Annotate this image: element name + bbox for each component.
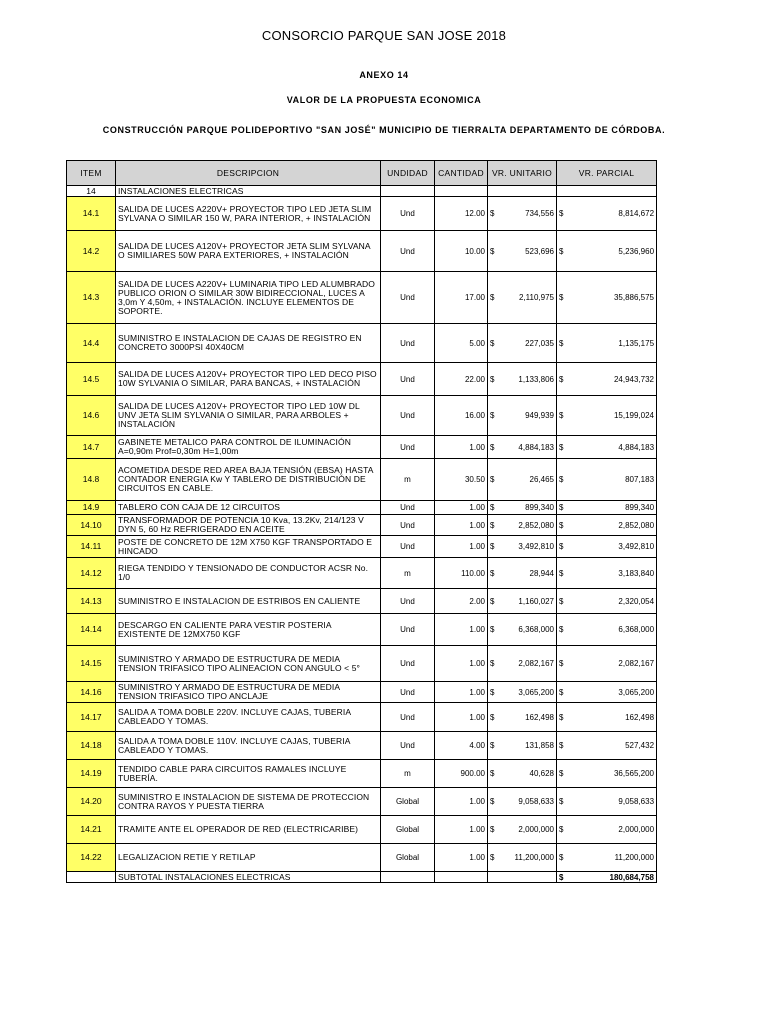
- section-description: INSTALACIONES ELECTRICAS: [116, 186, 381, 197]
- table-row: [67, 459, 657, 501]
- item-quantity: 10.00: [435, 231, 488, 272]
- subtotal-row: [67, 872, 657, 883]
- item-quantity: 1.00: [435, 816, 488, 844]
- partial-currency: $: [557, 788, 565, 816]
- item-unit-price: 227,035: [502, 324, 557, 363]
- item-number: 14.4: [67, 324, 116, 363]
- item-quantity: 12.00: [435, 197, 488, 231]
- table-row: [67, 760, 657, 788]
- item-unit-price: 28,944: [502, 558, 557, 589]
- item-number: 14.10: [67, 515, 116, 536]
- item-partial-value: 4,884,183: [565, 436, 657, 459]
- partial-currency: $: [557, 501, 565, 515]
- item-unit: Global: [381, 844, 435, 872]
- item-partial-value: 8,814,672: [565, 197, 657, 231]
- item-quantity: 30.50: [435, 459, 488, 501]
- item-partial-value: 2,852,080: [565, 515, 657, 536]
- item-quantity: 1.00: [435, 501, 488, 515]
- item-partial-value: 2,082,167: [565, 646, 657, 682]
- table-row: [67, 536, 657, 558]
- unit-price-currency: $: [488, 396, 502, 436]
- item-unit-price: 11,200,000: [502, 844, 557, 872]
- item-unit-price: 26,465: [502, 459, 557, 501]
- item-unit: Und: [381, 589, 435, 614]
- item-unit: Global: [381, 816, 435, 844]
- item-quantity: 1.00: [435, 436, 488, 459]
- partial-currency: $: [557, 436, 565, 459]
- item-description: SALIDA DE LUCES A220V+ PROYECTOR TIPO LED JETA SLIM SYLVANA O SIMILAR 150 W, PARA INTERIOR, + INSTALACIÓN: [116, 197, 381, 231]
- partial-currency: $: [557, 646, 565, 682]
- item-unit: Und: [381, 646, 435, 682]
- unit-price-currency: $: [488, 515, 502, 536]
- partial-currency: $: [557, 682, 565, 703]
- partial-currency: $: [557, 732, 565, 760]
- item-unit: Und: [381, 614, 435, 646]
- item-partial-value: 15,199,024: [565, 396, 657, 436]
- item-description: POSTE DE CONCRETO DE 12M X750 KGF TRANSPORTADO E HINCADO: [116, 536, 381, 558]
- item-partial-value: 3,183,840: [565, 558, 657, 589]
- item-description: SUMINISTRO E INSTALACION DE CAJAS DE REGISTRO EN CONCRETO 3000PSI 40X40CM: [116, 324, 381, 363]
- item-unit-price: 2,852,080: [502, 515, 557, 536]
- item-number: 14.19: [67, 760, 116, 788]
- item-unit-price: 6,368,000: [502, 614, 557, 646]
- table-body: [67, 186, 657, 883]
- item-unit: Und: [381, 703, 435, 732]
- item-unit: Und: [381, 515, 435, 536]
- table-row: [67, 614, 657, 646]
- table-row: [67, 816, 657, 844]
- item-description: SALIDA A TOMA DOBLE 220V. INCLUYE CAJAS, TUBERIA CABLEADO Y TOMAS.: [116, 703, 381, 732]
- item-quantity: 1.00: [435, 788, 488, 816]
- item-number: 14.20: [67, 788, 116, 816]
- item-number: 14.3: [67, 272, 116, 324]
- unit-price-currency: $: [488, 436, 502, 459]
- item-number: 14.11: [67, 536, 116, 558]
- item-number: 14.14: [67, 614, 116, 646]
- item-description: SALIDA DE LUCES A120V+ PROYECTOR JETA SLIM SYLVANA O SIMILIARES 50W PARA EXTERIORES, + INSTALACIÓN: [116, 231, 381, 272]
- unit-price-currency: $: [488, 272, 502, 324]
- col-header-unit: UNDIDAD: [381, 161, 435, 186]
- item-number: 14.9: [67, 501, 116, 515]
- unit-price-currency: $: [488, 363, 502, 396]
- item-partial-value: 11,200,000: [565, 844, 657, 872]
- partial-currency: $: [557, 197, 565, 231]
- item-description: SUMINISTRO Y ARMADO DE ESTRUCTURA DE MEDIA TENSION TRIFASICO TIPO ALINEACION CON ANGULO < 5°: [116, 646, 381, 682]
- partial-currency: $: [557, 231, 565, 272]
- item-unit: Und: [381, 197, 435, 231]
- unit-price-currency: $: [488, 614, 502, 646]
- partial-currency: $: [557, 703, 565, 732]
- item-description: TRAMITE ANTE EL OPERADOR DE RED (ELECTRICARIBE): [116, 816, 381, 844]
- item-quantity: 4.00: [435, 732, 488, 760]
- unit-price-currency: $: [488, 197, 502, 231]
- table-row: [67, 703, 657, 732]
- unit-price-currency: $: [488, 732, 502, 760]
- item-number: 14.1: [67, 197, 116, 231]
- proposal-subtitle: VALOR DE LA PROPUESTA ECONOMICA: [286, 95, 482, 105]
- item-quantity: 1.00: [435, 536, 488, 558]
- item-description: SALIDA A TOMA DOBLE 110V. INCLUYE CAJAS, TUBERIA CABLEADO Y TOMAS.: [116, 732, 381, 760]
- section-item: 14: [67, 186, 116, 197]
- item-number: 14.15: [67, 646, 116, 682]
- item-partial-value: 2,320,054: [565, 589, 657, 614]
- item-unit: Und: [381, 324, 435, 363]
- item-unit: Und: [381, 436, 435, 459]
- item-partial-value: 9,058,633: [565, 788, 657, 816]
- table-row: [67, 558, 657, 589]
- item-quantity: 5.00: [435, 324, 488, 363]
- item-unit-price: 899,340: [502, 501, 557, 515]
- item-quantity: 1.00: [435, 614, 488, 646]
- document-title: CONSORCIO PARQUE SAN JOSE 2018: [261, 28, 507, 43]
- partial-currency: $: [557, 760, 565, 788]
- table-row: [67, 231, 657, 272]
- table-row: [67, 844, 657, 872]
- item-unit: m: [381, 459, 435, 501]
- table-row: [67, 682, 657, 703]
- item-partial-value: 807,183: [565, 459, 657, 501]
- item-unit: Und: [381, 732, 435, 760]
- partial-currency: $: [557, 536, 565, 558]
- unit-price-currency: $: [488, 844, 502, 872]
- item-unit-price: 949,939: [502, 396, 557, 436]
- item-unit-price: 3,492,810: [502, 536, 557, 558]
- section-row: [67, 186, 657, 197]
- item-partial-value: 6,368,000: [565, 614, 657, 646]
- unit-price-currency: $: [488, 760, 502, 788]
- table-row: [67, 732, 657, 760]
- item-partial-value: 899,340: [565, 501, 657, 515]
- item-description: TABLERO CON CAJA DE 12 CIRCUITOS: [116, 501, 381, 515]
- item-unit: Und: [381, 231, 435, 272]
- item-quantity: 22.00: [435, 363, 488, 396]
- item-unit-price: 1,133,806: [502, 363, 557, 396]
- table-row: [67, 646, 657, 682]
- col-header-partial: VR. PARCIAL: [557, 161, 657, 186]
- partial-currency: $: [557, 324, 565, 363]
- budget-table: [66, 160, 657, 883]
- partial-currency: $: [557, 558, 565, 589]
- item-unit-price: 162,498: [502, 703, 557, 732]
- item-quantity: 110.00: [435, 558, 488, 589]
- item-unit: Und: [381, 682, 435, 703]
- item-unit: Global: [381, 788, 435, 816]
- table-header-row: [67, 161, 657, 186]
- item-number: 14.2: [67, 231, 116, 272]
- item-quantity: 1.00: [435, 646, 488, 682]
- item-unit-price: 9,058,633: [502, 788, 557, 816]
- partial-currency: $: [557, 844, 565, 872]
- unit-price-currency: $: [488, 501, 502, 515]
- table-row: [67, 788, 657, 816]
- table-row: [67, 197, 657, 231]
- unit-price-currency: $: [488, 816, 502, 844]
- item-unit-price: 523,696: [502, 231, 557, 272]
- unit-price-currency: $: [488, 324, 502, 363]
- item-description: RIEGA TENDIDO Y TENSIONADO DE CONDUCTOR ACSR No. 1/0: [116, 558, 381, 589]
- partial-currency: $: [557, 396, 565, 436]
- partial-currency: $: [557, 363, 565, 396]
- item-unit: Und: [381, 536, 435, 558]
- item-quantity: 16.00: [435, 396, 488, 436]
- item-quantity: 2.00: [435, 589, 488, 614]
- item-unit-price: 2,110,975: [502, 272, 557, 324]
- item-quantity: 1.00: [435, 682, 488, 703]
- item-description: GABINETE METALICO PARA CONTROL DE ILUMINACIÓN A=0,90m Prof=0,30m H=1,00m: [116, 436, 381, 459]
- unit-price-currency: $: [488, 558, 502, 589]
- partial-currency: $: [557, 589, 565, 614]
- item-quantity: 900.00: [435, 760, 488, 788]
- col-header-description: DESCRIPCION: [116, 161, 381, 186]
- item-description: SALIDA DE LUCES A120V+ PROYECTOR TIPO LED DECO PISO 10W SYLVANIA O SIMILAR, PARA BANCAS, + INSTALACIÓN: [116, 363, 381, 396]
- unit-price-currency: $: [488, 646, 502, 682]
- unit-price-currency: $: [488, 788, 502, 816]
- item-number: 14.16: [67, 682, 116, 703]
- item-description: DESCARGO EN CALIENTE PARA VESTIR POSTERIA EXISTENTE DE 12MX750 KGF: [116, 614, 381, 646]
- unit-price-currency: $: [488, 536, 502, 558]
- item-description: ACOMETIDA DESDE RED AREA BAJA TENSIÓN (EBSA) HASTA CONTADOR ENERGIA Kw Y TABLERO DE DISTRIBUCIÓN DE CIRCUITOS EN CABLE.: [116, 459, 381, 501]
- item-partial-value: 1,135,175: [565, 324, 657, 363]
- item-quantity: 1.00: [435, 703, 488, 732]
- partial-currency: $: [557, 614, 565, 646]
- item-unit: Und: [381, 363, 435, 396]
- item-unit-price: 40,628: [502, 760, 557, 788]
- table-row: [67, 515, 657, 536]
- project-description: CONSTRUCCIÓN PARQUE POLIDEPORTIVO "SAN JOSÉ" MUNICIPIO DE TIERRALTA DEPARTAMENTO DE CÓRDOBA.: [102, 125, 666, 135]
- table-row: [67, 272, 657, 324]
- item-number: 14.7: [67, 436, 116, 459]
- item-partial-value: 24,943,732: [565, 363, 657, 396]
- partial-currency: $: [557, 459, 565, 501]
- item-unit: Und: [381, 396, 435, 436]
- table-row: [67, 396, 657, 436]
- item-number: 14.18: [67, 732, 116, 760]
- item-description: LEGALIZACION RETIE Y RETILAP: [116, 844, 381, 872]
- item-unit-price: 3,065,200: [502, 682, 557, 703]
- item-unit: m: [381, 760, 435, 788]
- col-header-item: ITEM: [67, 161, 116, 186]
- partial-currency: $: [557, 515, 565, 536]
- item-description: SUMINISTRO E INSTALACION DE ESTRIBOS EN CALIENTE: [116, 589, 381, 614]
- item-number: 14.6: [67, 396, 116, 436]
- item-quantity: 1.00: [435, 515, 488, 536]
- item-number: 14.8: [67, 459, 116, 501]
- item-description: SALIDA DE LUCES A120V+ PROYECTOR TIPO LED 10W DL UNV JETA SLIM SYLVANIA O SIMILAR, PARA ARBOLES + INSTALACIÓN: [116, 396, 381, 436]
- item-description: TRANSFORMADOR DE POTENCIA 10 Kva, 13.2Kv, 214/123 V DYN 5, 60 Hz REFRIGERADO EN ACEITE: [116, 515, 381, 536]
- annex-label: ANEXO 14: [359, 70, 409, 80]
- col-header-quantity: CANTIDAD: [435, 161, 488, 186]
- item-unit-price: 131,858: [502, 732, 557, 760]
- table-row: [67, 436, 657, 459]
- item-description: SUMINISTRO E INSTALACION DE SISTEMA DE PROTECCION CONTRA RAYOS Y PUESTA TIERRA: [116, 788, 381, 816]
- table-row: [67, 501, 657, 515]
- item-unit-price: 2,082,167: [502, 646, 557, 682]
- item-description: SALIDA DE LUCES A220V+ LUMINARIA TIPO LED ALUMBRADO PUBLICO ORION O SIMILAR 30W BIDIRECCIONAL, LUCES A 3,0m Y 4,50m, + INSTALACIÓN. INCLUYE ELEMENTOS DE SOPORTE.: [116, 272, 381, 324]
- item-partial-value: 36,565,200: [565, 760, 657, 788]
- item-partial-value: 162,498: [565, 703, 657, 732]
- item-description: SUMINISTRO Y ARMADO DE ESTRUCTURA DE MEDIA TENSION TRIFASICO TIPO ANCLAJE: [116, 682, 381, 703]
- item-number: 14.13: [67, 589, 116, 614]
- partial-currency: $: [557, 816, 565, 844]
- item-unit: Und: [381, 272, 435, 324]
- partial-currency: $: [557, 272, 565, 324]
- col-header-unit-price: VR. UNITARIO: [488, 161, 557, 186]
- subtotal-label: SUBTOTAL INSTALACIONES ELECTRICAS: [116, 872, 381, 883]
- item-quantity: 17.00: [435, 272, 488, 324]
- item-unit: m: [381, 558, 435, 589]
- table-row: [67, 589, 657, 614]
- item-number: 14.17: [67, 703, 116, 732]
- item-number: 14.5: [67, 363, 116, 396]
- item-unit-price: 2,000,000: [502, 816, 557, 844]
- item-partial-value: 527,432: [565, 732, 657, 760]
- item-partial-value: 5,236,960: [565, 231, 657, 272]
- item-number: 14.22: [67, 844, 116, 872]
- unit-price-currency: $: [488, 459, 502, 501]
- item-unit-price: 734,556: [502, 197, 557, 231]
- subtotal-currency: $: [557, 872, 565, 883]
- item-quantity: 1.00: [435, 844, 488, 872]
- unit-price-currency: $: [488, 231, 502, 272]
- unit-price-currency: $: [488, 682, 502, 703]
- item-number: 14.12: [67, 558, 116, 589]
- table-row: [67, 324, 657, 363]
- item-unit: Und: [381, 501, 435, 515]
- unit-price-currency: $: [488, 703, 502, 732]
- unit-price-currency: $: [488, 589, 502, 614]
- item-unit-price: 1,160,027: [502, 589, 557, 614]
- subtotal-value: 180,684,758: [565, 872, 657, 883]
- item-description: TENDIDO CABLE PARA CIRCUITOS RAMALES INCLUYE TUBERÍA.: [116, 760, 381, 788]
- item-number: 14.21: [67, 816, 116, 844]
- item-partial-value: 2,000,000: [565, 816, 657, 844]
- item-unit-price: 4,884,183: [502, 436, 557, 459]
- item-partial-value: 35,886,575: [565, 272, 657, 324]
- table-row: [67, 363, 657, 396]
- item-partial-value: 3,065,200: [565, 682, 657, 703]
- item-partial-value: 3,492,810: [565, 536, 657, 558]
